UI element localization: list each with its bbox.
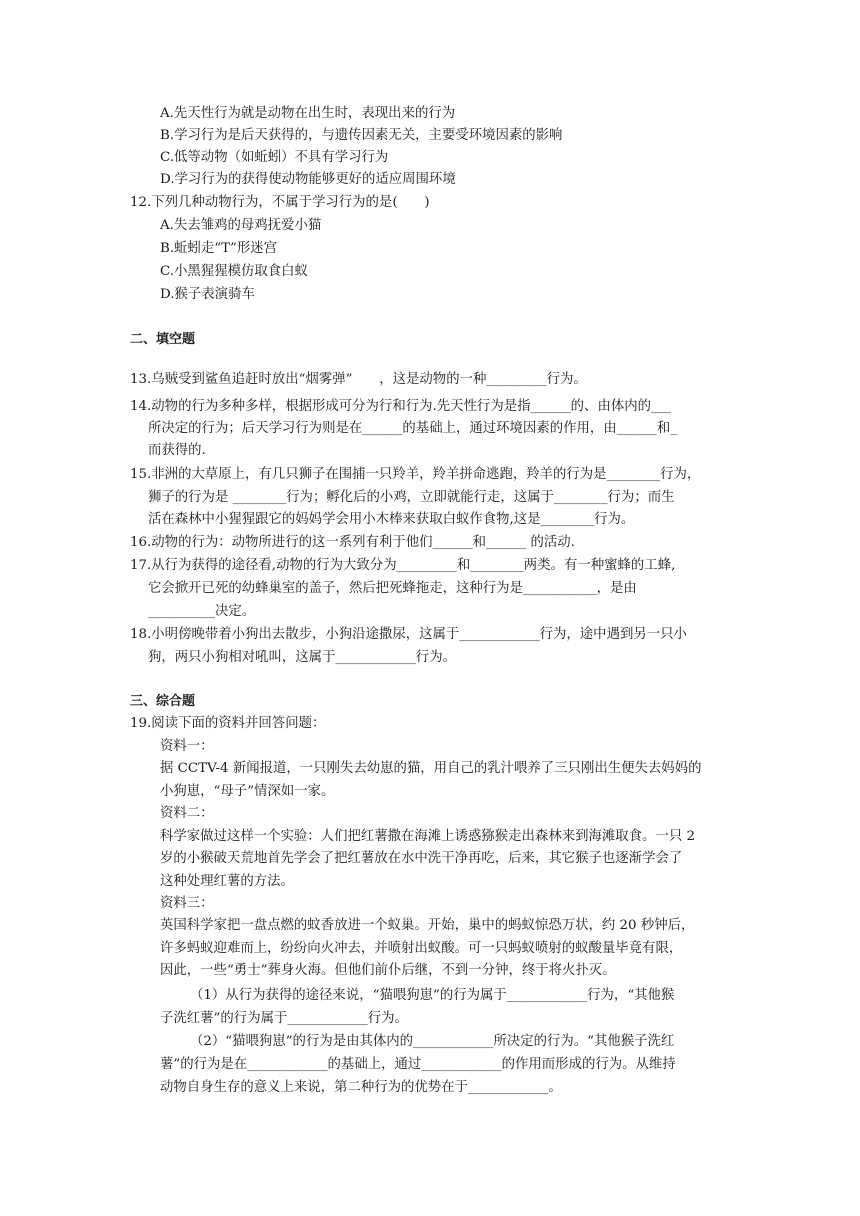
q11-option-a: A.先天性行为就是动物在出生时，表现出来的行为	[160, 106, 456, 121]
q12-option-a: A.失去雏鸡的母鸡抚爱小猫	[160, 218, 322, 233]
q18-line-1: 18.小明傍晚带着小狗出去散步，小狗沿途撒尿，这属于____________行为，途中遇到另一只小	[130, 627, 687, 642]
section-title-fill-blank: 二、填空题	[130, 332, 196, 347]
material-3-label: 资料三：	[160, 896, 214, 911]
section-title-comprehensive: 三、综合题	[130, 694, 196, 709]
q12-option-c: C.小黑猩猩模仿取食白蚁	[160, 264, 308, 279]
q17-line-1: 17.从行为获得的途径看,动物的行为大致分为_________和________两类。有一种蜜蜂的工蜂,	[130, 558, 676, 573]
material-1-line-1: 据 CCTV-4 新闻报道，一只刚失去幼崽的猫，用自己的乳汁喂养了三只刚出生便失去妈妈的	[160, 761, 702, 776]
q17-line-2: 它会掀开已死的幼蜂巢室的盖子，然后把死蜂拖走，这种行为是___________，是由	[148, 581, 637, 596]
q14-line-2: 所决定的行为；后天学习行为则是在______的基础上，通过环境因素的作用，由______和_	[148, 421, 677, 436]
q19-sub1-line-2: 子洗红薯”的行为属于____________行为。	[160, 1011, 408, 1026]
q19-stem: 19.阅读下面的资料并回答问题：	[130, 716, 326, 731]
q19-sub2-line-3: 动物自身生存的意义上来说，第二种行为的优势在于____________。	[160, 1080, 562, 1095]
q11-option-d: D.学习行为的获得使动物能够更好的适应周围环境	[160, 172, 456, 187]
q18-line-2: 狗，两只小狗相对吼叫，这属于____________行为。	[148, 650, 456, 665]
q14-line-1: 14.动物的行为多种多样，根据形成可分为行和行为.先天性行为是指______的、由体内的___	[130, 399, 672, 414]
q11-option-c: C.低等动物（如蚯蚓）不具有学习行为	[160, 150, 389, 165]
material-1-line-2: 小狗崽，“母子”情深如一家。	[160, 784, 335, 799]
q14-line-3: 而获得的.	[148, 443, 206, 458]
material-2-label: 资料二：	[160, 806, 214, 821]
material-3-line-1: 英国科学家把一盘点燃的蚊香放进一个蚁巢。开始，巢中的蚂蚁惊恐万状，约 20 秒钟后，	[160, 918, 695, 933]
q12-option-b: B.蚯蚓走“T”形迷宫	[160, 241, 278, 256]
q19-sub1-line-1: （1）从行为获得的途径来说，“猫喂狗崽”的行为属于____________行为，“其他猴	[190, 988, 675, 1003]
q17-line-3: __________决定。	[148, 604, 256, 619]
material-2-line-2: 岁的小猴破天荒地首先学会了把红薯放在水中洗干净再吃，后来，其它猴子也逐渐学会了	[160, 851, 683, 866]
q19-sub2-line-1: （2）“猫喂狗崽”的行为是由其体内的____________所决定的行为。“其他猴子洗红	[190, 1034, 675, 1049]
q19-sub2-line-2: 薯”的行为是在____________的基础上，通过____________的作用而形成的行为。从维持	[160, 1057, 676, 1072]
material-3-line-3: 因此，一些“勇士”葬身火海。但他们前仆后继，不到一分钟，终于将火扑灭。	[160, 963, 616, 978]
q11-option-b: B.学习行为是后天获得的，与遗传因素无关，主要受环境因素的影响	[160, 128, 563, 143]
q16: 16.动物的行为：动物所进行的这一系列有利于他们______和______ 的活动.	[130, 535, 575, 550]
material-2-line-3: 这种处理红薯的方法。	[160, 874, 294, 889]
material-3-line-2: 许多蚂蚁迎难而上，纷纷向火冲去，并喷射出蚁酸。可一只蚂蚁喷射的蚁酸量毕竟有限，	[160, 941, 683, 956]
q15-line-1: 15.非洲的大草原上，有几只狮子在围捕一只羚羊，羚羊拼命逃跑，羚羊的行为是________行为，	[130, 467, 701, 482]
material-2-line-1: 科学家做过这样一个实验：人们把红薯撒在海滩上诱惑猕猴走出森林来到海滩取食。一只 2	[160, 829, 696, 844]
q15-line-2: 狮子的行为是 ________行为；孵化后的小鸡，立即就能行走，这属于________行为；而生	[148, 490, 675, 505]
material-1-label: 资料一：	[160, 739, 214, 754]
q15-line-3: 活在森林中小猩猩跟它的妈妈学会用小木棒来获取白蚁作食物,这是________行为。	[148, 512, 635, 527]
q12-stem: 12.下列几种动物行为，不属于学习行为的是( )	[130, 195, 430, 210]
q13: 13.乌贼受到鲨鱼追赶时放出“烟雾弹” ，这是动物的一种_________行为。	[130, 372, 587, 387]
q12-option-d: D.猴子表演骑车	[160, 287, 255, 302]
